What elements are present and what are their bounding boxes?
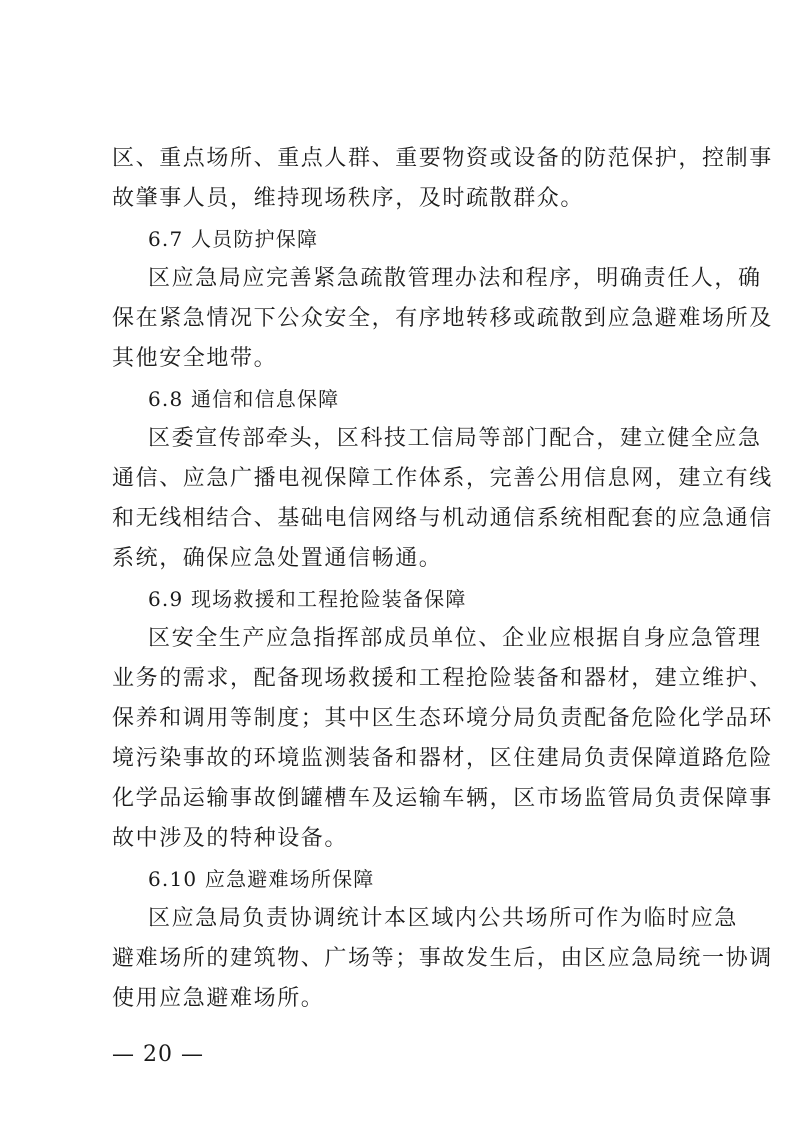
- paragraph-line: 保在紧急情况下公众安全，有序地转移或疏散到应急避难场所及: [112, 306, 773, 331]
- paragraph-line: 境污染事故的环境监测装备和器材，区住建局负责保障道路危险: [112, 746, 773, 771]
- paragraph-line: 避难场所的建筑物、广场等；事故发生后，由区应急局统一协调: [112, 946, 773, 971]
- paragraph-line: 区安全生产应急指挥部成员单位、企业应根据自身应急管理: [148, 626, 762, 651]
- paragraph-line: 区、重点场所、重点人群、重要物资或设备的防范保护，控制事: [112, 146, 773, 171]
- paragraph-line: 业务的需求，配备现场救援和工程抢险装备和器材，建立维护、: [112, 666, 773, 691]
- paragraph-line: 系统，确保应急处置通信畅通。: [112, 546, 443, 571]
- section-heading-6-10: 6.10 应急避难场所保障: [148, 867, 375, 891]
- paragraph-line: 故肇事人员，维持现场秩序，及时疏散群众。: [112, 186, 585, 211]
- paragraph-line: 区应急局应完善紧急疏散管理办法和程序，明确责任人，确: [148, 266, 762, 291]
- paragraph-line: 化学品运输事故倒罐槽车及运输车辆，区市场监管局负责保障事: [112, 786, 773, 811]
- paragraph-line: 和无线相结合、基础电信网络与机动通信系统相配套的应急通信: [112, 506, 773, 531]
- paragraph-line: 保养和调用等制度；其中区生态环境分局负责配备危险化学品环: [112, 706, 773, 731]
- paragraph-line: 其他安全地带。: [112, 346, 278, 371]
- section-heading-6-8: 6.8 通信和信息保障: [148, 387, 340, 411]
- paragraph-line: 故中涉及的特种设备。: [112, 826, 349, 851]
- page-number: — 20 —: [112, 1042, 204, 1067]
- paragraph-line: 区委宣传部牵头，区科技工信局等部门配合，建立健全应急: [148, 426, 762, 451]
- section-heading-6-7: 6.7 人员防护保障: [148, 227, 319, 251]
- paragraph-line: 通信、应急广播电视保障工作体系，完善公用信息网，建立有线: [112, 466, 773, 491]
- paragraph-line: 区应急局负责协调统计本区域内公共场所可作为临时应急: [148, 906, 739, 931]
- paragraph-line: 使用应急避难场所。: [112, 986, 325, 1011]
- section-heading-6-9: 6.9 现场救援和工程抢险装备保障: [148, 587, 467, 611]
